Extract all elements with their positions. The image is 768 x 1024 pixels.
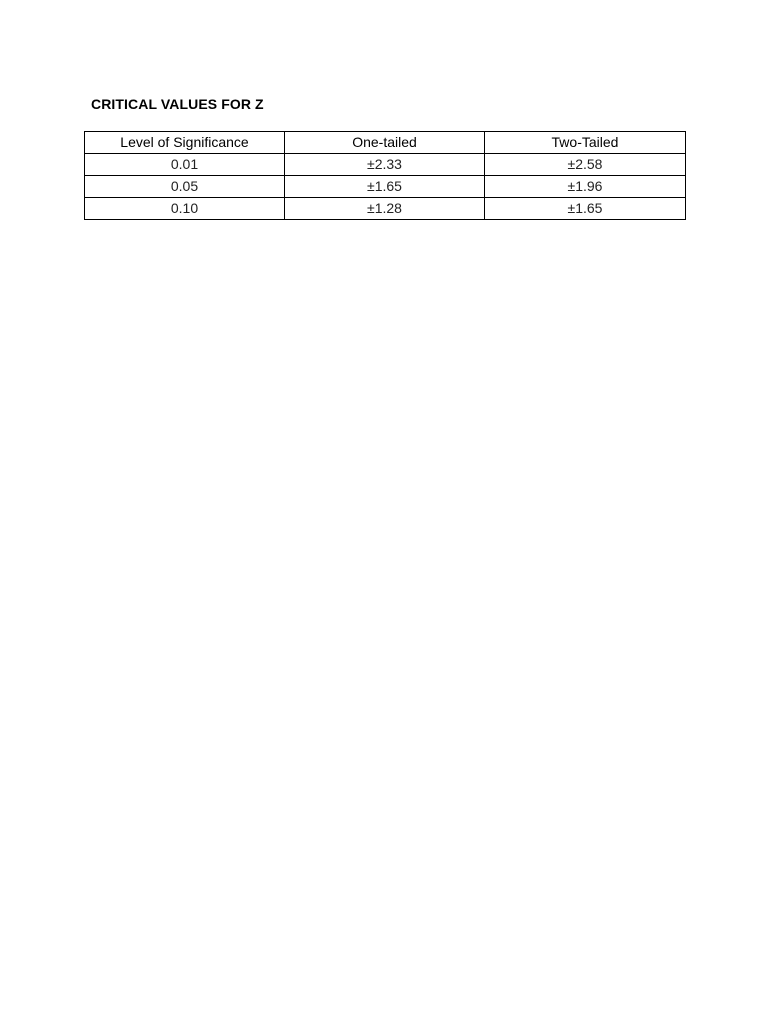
table-cell: ±1.28	[285, 198, 485, 220]
table-cell: 0.05	[85, 176, 285, 198]
table-row	[85, 198, 686, 220]
header-level-of-significance: Level of Significance	[85, 132, 285, 154]
table-cell: ±2.58	[485, 154, 686, 176]
table-cell: 0.10	[85, 198, 285, 220]
header-two-tailed: Two-Tailed	[485, 132, 686, 154]
table-header-row	[85, 132, 686, 154]
table-cell: ±2.33	[285, 154, 485, 176]
header-one-tailed: One-tailed	[285, 132, 485, 154]
table-cell: ±1.96	[485, 176, 686, 198]
document-title: CRITICAL VALUES FOR Z	[91, 96, 264, 112]
table-cell: ±1.65	[485, 198, 686, 220]
critical-values-table	[84, 131, 686, 220]
table-row	[85, 154, 686, 176]
table-cell: ±1.65	[285, 176, 485, 198]
table-row	[85, 176, 686, 198]
table-cell: 0.01	[85, 154, 285, 176]
